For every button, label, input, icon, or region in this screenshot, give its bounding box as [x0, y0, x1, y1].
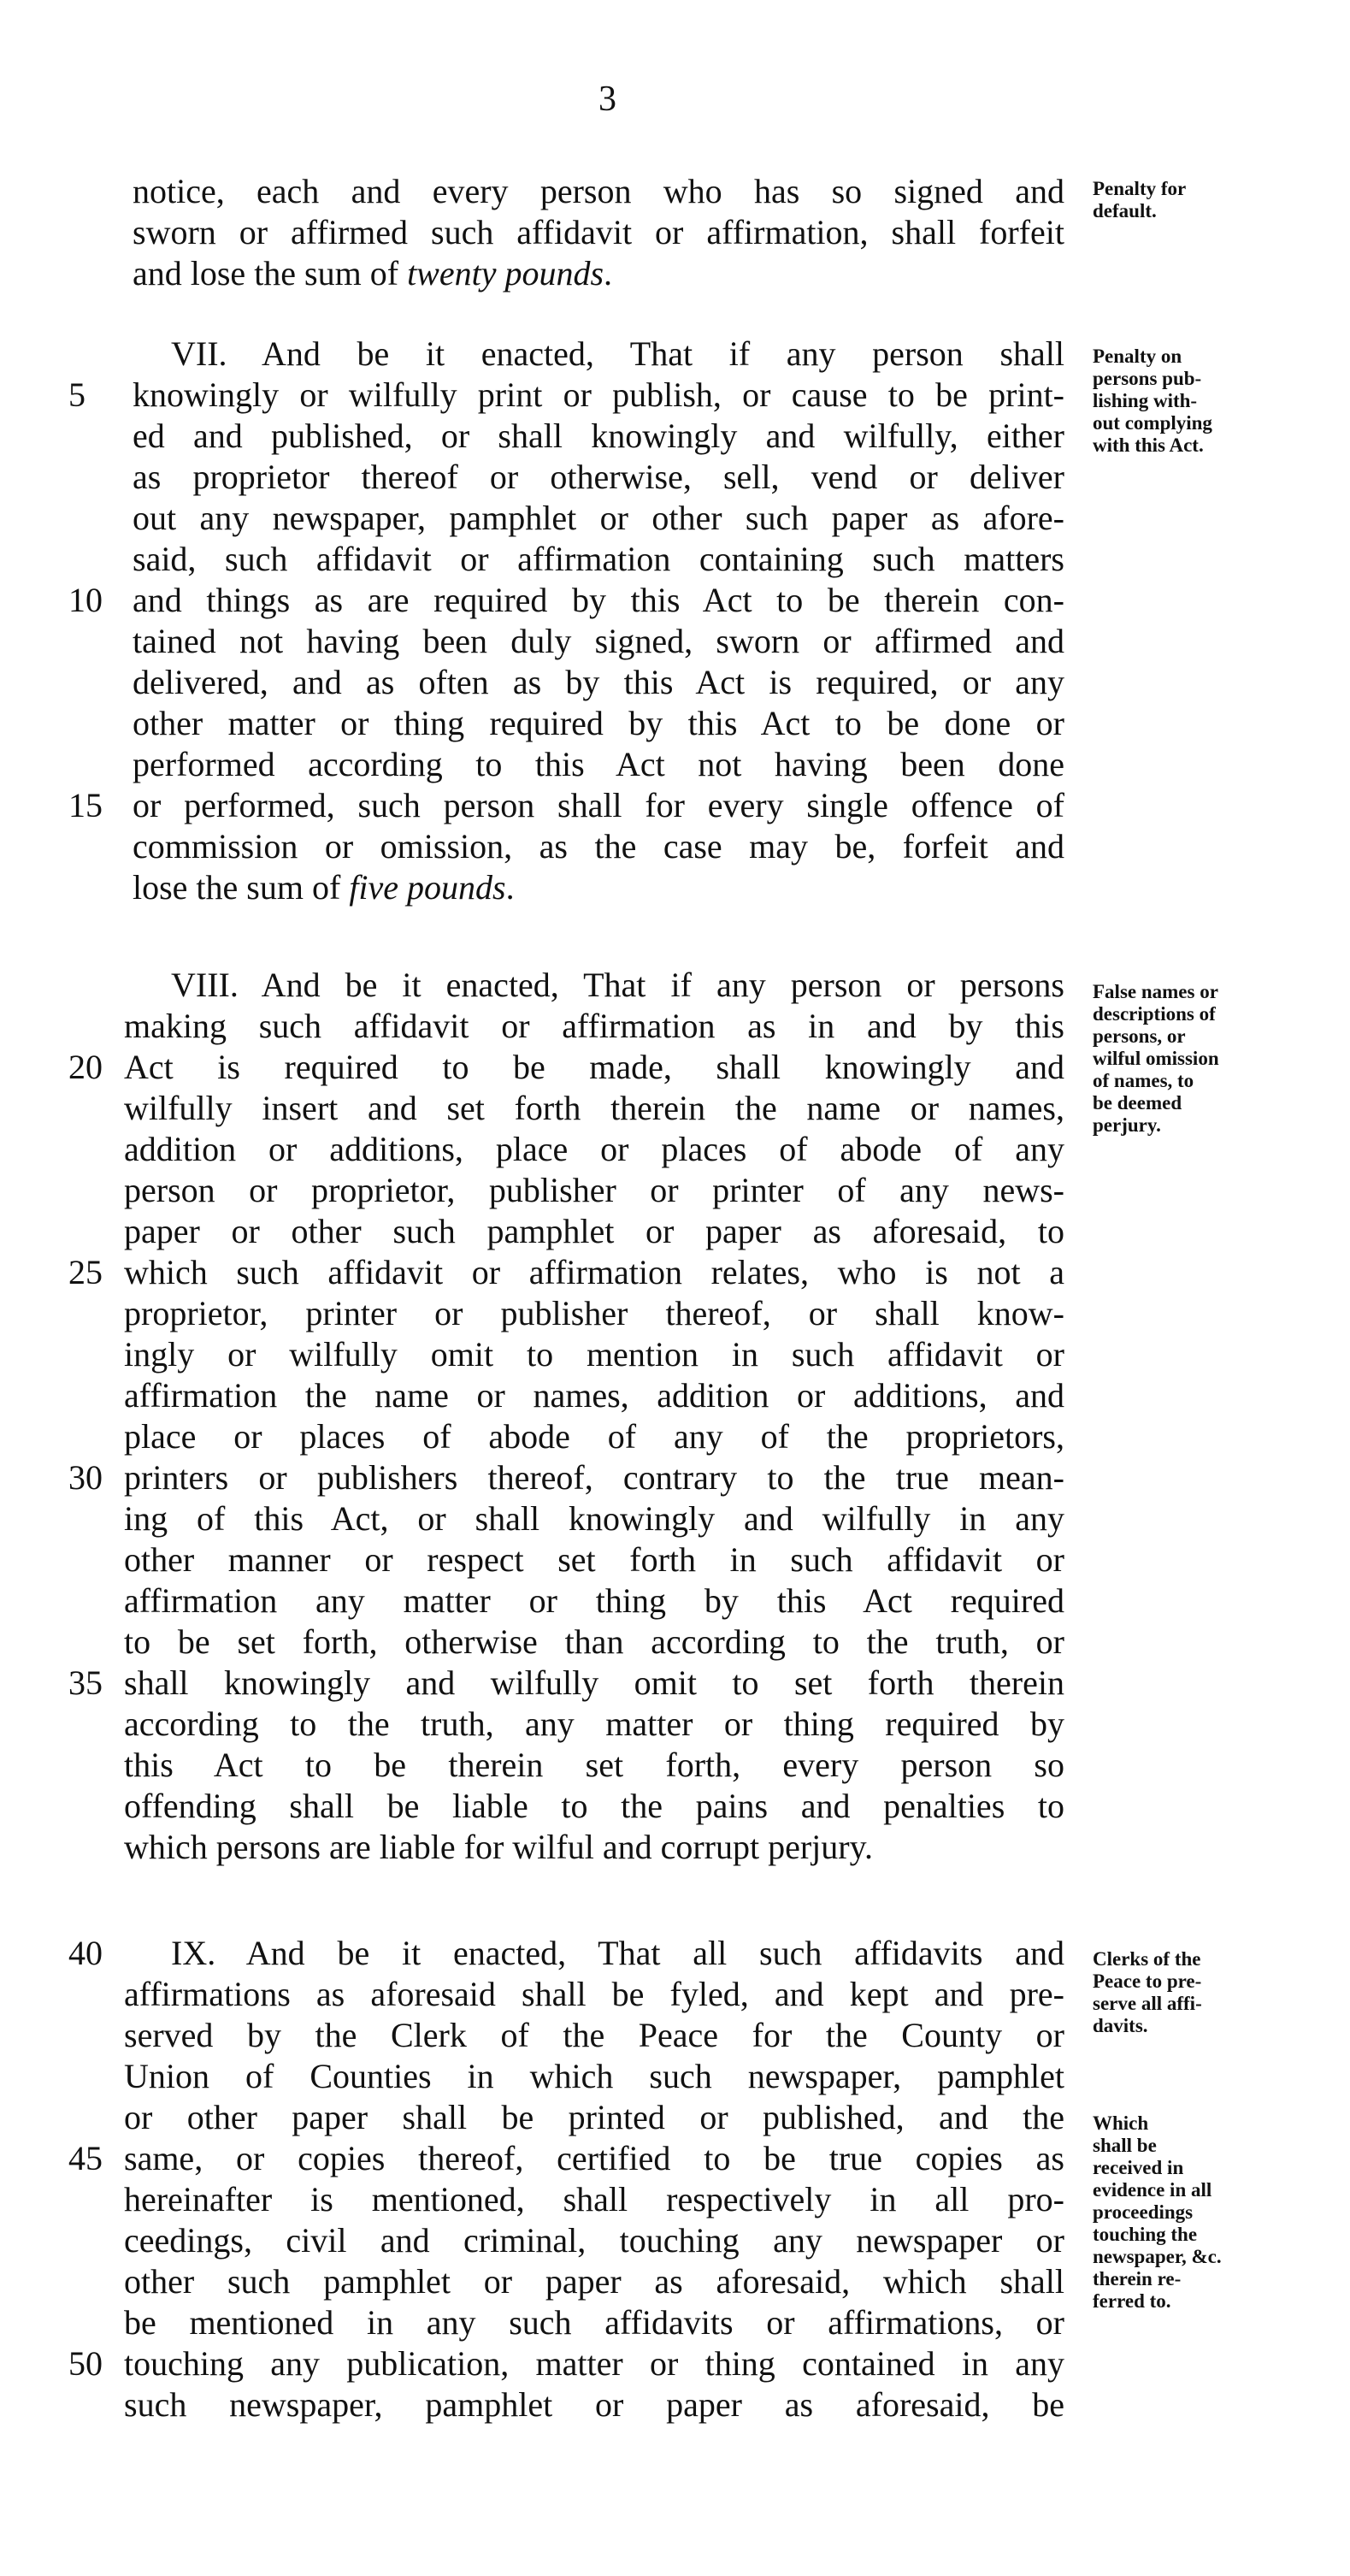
line-number: 15	[68, 786, 103, 824]
line-number: 5	[68, 375, 85, 414]
line	[0, 1457, 1350, 1498]
line	[0, 580, 1350, 621]
line-text: ingly or wilfully omit to mention in such affidavit or	[124, 1335, 1064, 1374]
line-text: VIII. And be it enacted, That if any person or persons	[171, 966, 1064, 1004]
line-text: which such affidavit or affirmation relates, who is not a	[124, 1253, 1064, 1291]
line-text: ing of this Act, or shall knowingly and wilfully in any	[124, 1499, 1064, 1538]
line-number: 40	[68, 1934, 103, 1972]
line	[0, 1416, 1350, 1457]
line-text-prefix: and lose the sum of	[133, 254, 408, 292]
line-text: shall knowingly and wilfully omit to set forth therein	[124, 1663, 1064, 1702]
sidenote-line: persons, or	[1093, 1025, 1186, 1047]
page-number: 3	[598, 80, 616, 119]
line-text-suffix: .	[505, 868, 515, 907]
line-text: hereinafter is mentioned, shall respectively in all pro-	[124, 2180, 1064, 2219]
line-text: same, or copies thereof, certified to be true copies as	[124, 2139, 1064, 2177]
line-text: delivered, and as often as by this Act is required, or any	[133, 663, 1064, 701]
line-text: addition or additions, place or places of abode of any	[124, 1130, 1064, 1168]
sidenote-line: descriptions of	[1093, 1003, 1216, 1025]
sidenote-line: received in	[1093, 2157, 1184, 2178]
line	[0, 662, 1350, 703]
line	[0, 1622, 1350, 1663]
line-text: making such affidavit or affirmation as in and by this	[124, 1007, 1064, 1045]
line	[0, 1293, 1350, 1334]
line-text: knowingly or wilfully print or publish, or cause to be print-	[133, 375, 1064, 414]
sidenote-line: davits.	[1093, 2015, 1148, 2036]
line-text: offending shall be liable to the pains and penalties to	[124, 1787, 1064, 1825]
line-number: 35	[68, 1663, 103, 1702]
line-text: to be set forth, otherwise than according to the truth, or	[124, 1622, 1064, 1661]
sidenote-penalty-default	[1093, 178, 1306, 222]
line-text: said, such affidavit or affirmation containing such matters	[133, 540, 1064, 578]
line-text: IX. And be it enacted, That all such affidavits and	[171, 1934, 1064, 1972]
line-text: affirmations as aforesaid shall be fyled, and kept and pre-	[124, 1975, 1064, 2013]
line-text: Union of Counties in which such newspaper, pamphlet	[124, 2057, 1064, 2095]
sidenote-false-names	[1093, 981, 1306, 1137]
line	[0, 1663, 1350, 1704]
line-text: sworn or affirmed such affidavit or affirmation, shall forfeit	[133, 213, 1064, 251]
line	[0, 1786, 1350, 1827]
line-text: paper or other such pamphlet or paper as aforesaid, to	[124, 1212, 1064, 1250]
line	[0, 867, 1350, 908]
line-text: other manner or respect set forth in such affidavit or	[124, 1540, 1064, 1579]
line-text: ed and published, or shall knowingly and wilfully, either	[133, 417, 1064, 455]
line	[0, 621, 1350, 662]
line	[0, 1252, 1350, 1293]
line	[0, 1580, 1350, 1622]
sidenote-line: be deemed	[1093, 1092, 1182, 1114]
sidenote-line: serve all affi-	[1093, 1993, 1202, 2014]
line	[0, 1704, 1350, 1745]
line-text: other such pamphlet or paper as aforesaid, which shall	[124, 2262, 1064, 2301]
line	[0, 826, 1350, 867]
line-text: affirmation any matter or thing by this Act required	[124, 1581, 1064, 1620]
line	[0, 1745, 1350, 1786]
sidenote-line: ferred to.	[1093, 2290, 1171, 2312]
line-text: tained not having been duly signed, sworn or affirmed and	[133, 622, 1064, 660]
line-text: place or places of abode of any of the proprietors,	[124, 1417, 1064, 1456]
line	[0, 785, 1350, 826]
line-text: Act is required to be made, shall knowingly and	[124, 1048, 1064, 1086]
line	[0, 1827, 1350, 1868]
sidenote-line: Peace to pre-	[1093, 1970, 1202, 1992]
sidenote-line: Which	[1093, 2112, 1149, 2134]
line-text: other matter or thing required by this Act to be done or	[133, 704, 1064, 742]
sidenote-line: touching the	[1093, 2224, 1198, 2245]
sidenote-line: lishing with-	[1093, 390, 1198, 411]
line-text: proprietor, printer or publisher thereof, or shall know-	[124, 1294, 1064, 1332]
sidenote-line: perjury.	[1093, 1114, 1161, 1136]
line-number: 10	[68, 581, 103, 619]
sidenote-line: of names, to	[1093, 1070, 1194, 1091]
line	[0, 1211, 1350, 1252]
sidenote-line: False names or	[1093, 981, 1218, 1002]
line-text: ceedings, civil and criminal, touching any newspaper or	[124, 2221, 1064, 2260]
line-number: 50	[68, 2344, 103, 2383]
sidenote-line: therein re-	[1093, 2268, 1182, 2289]
line-text: be mentioned in any such affidavits or affirmations, or	[124, 2303, 1064, 2342]
line-number: 20	[68, 1048, 103, 1086]
line-text: as proprietor thereof or otherwise, sell, vend or deliver	[133, 458, 1064, 496]
sidenote-penalty-publishing	[1093, 346, 1306, 457]
line-text	[133, 867, 1064, 908]
line	[0, 2056, 1350, 2097]
line-text: and things as are required by this Act to be therein con-	[133, 581, 1064, 619]
sidenote-line: proceedings	[1093, 2201, 1194, 2223]
line	[0, 2343, 1350, 2384]
line-text: VII. And be it enacted, That if any person shall	[171, 334, 1064, 373]
line-text: person or proprietor, publisher or printer of any news-	[124, 1171, 1064, 1209]
line-text: performed according to this Act not having been done	[133, 745, 1064, 783]
sidenote-line: newspaper, &c.	[1093, 2246, 1222, 2267]
line	[0, 1375, 1350, 1416]
line-number: 25	[68, 1253, 103, 1291]
line	[0, 1334, 1350, 1375]
line-text: notice, each and every person who has so signed and	[133, 172, 1064, 210]
line-text: or performed, such person shall for every single offence of	[133, 786, 1064, 824]
line-text: according to the truth, any matter or thing required by	[124, 1705, 1064, 1743]
line-text: printers or publishers thereof, contrary to the true mean-	[124, 1458, 1064, 1497]
line	[0, 1498, 1350, 1539]
line-text-suffix: .	[604, 254, 613, 292]
line	[0, 253, 1350, 294]
sidenote-evidence	[1093, 2112, 1306, 2313]
sidenote-line: out complying	[1093, 412, 1212, 434]
line-text	[133, 253, 1064, 294]
line-text: or other paper shall be printed or published, and the	[124, 2098, 1064, 2136]
line-number: 45	[68, 2139, 103, 2177]
line-text-prefix: lose the sum of	[133, 868, 350, 907]
penalty-amount: twenty pounds	[407, 254, 604, 292]
line	[0, 703, 1350, 744]
line	[0, 539, 1350, 580]
line-number: 30	[68, 1458, 103, 1497]
sidenote-line: shall be	[1093, 2135, 1157, 2156]
line	[0, 498, 1350, 539]
line-text: affirmation the name or names, addition or additions, and	[124, 1376, 1064, 1415]
sidenote-line: Penalty for	[1093, 178, 1187, 199]
line	[0, 457, 1350, 498]
line	[0, 744, 1350, 785]
line	[0, 1170, 1350, 1211]
line-text: touching any publication, matter or thing contained in any	[124, 2344, 1064, 2383]
line-text: wilfully insert and set forth therein the name or names,	[124, 1089, 1064, 1127]
sidenote-line: Penalty on	[1093, 346, 1182, 367]
line	[0, 2384, 1350, 2425]
line-text: such newspaper, pamphlet or paper as aforesaid, be	[124, 2385, 1064, 2424]
line-text: served by the Clerk of the Peace for the County or	[124, 2016, 1064, 2054]
sidenote-line: with this Act.	[1093, 434, 1204, 456]
sidenote-line: default.	[1093, 200, 1157, 222]
line-text: this Act to be therein set forth, every person so	[124, 1746, 1064, 1784]
sidenote-line: persons pub-	[1093, 368, 1202, 389]
line-text: out any newspaper, pamphlet or other such paper as afore-	[133, 499, 1064, 537]
line-text: commission or omission, as the case may be, forfeit and	[133, 827, 1064, 866]
penalty-amount: five pounds	[349, 868, 506, 907]
line-text: which persons are liable for wilful and corrupt perjury.	[124, 1828, 873, 1866]
sidenote-line: Clerks of the	[1093, 1948, 1201, 1970]
sidenote-clerks	[1093, 1948, 1306, 2037]
line	[0, 1539, 1350, 1580]
sidenote-line: evidence in all	[1093, 2179, 1212, 2201]
sidenote-line: wilful omission	[1093, 1048, 1219, 1069]
